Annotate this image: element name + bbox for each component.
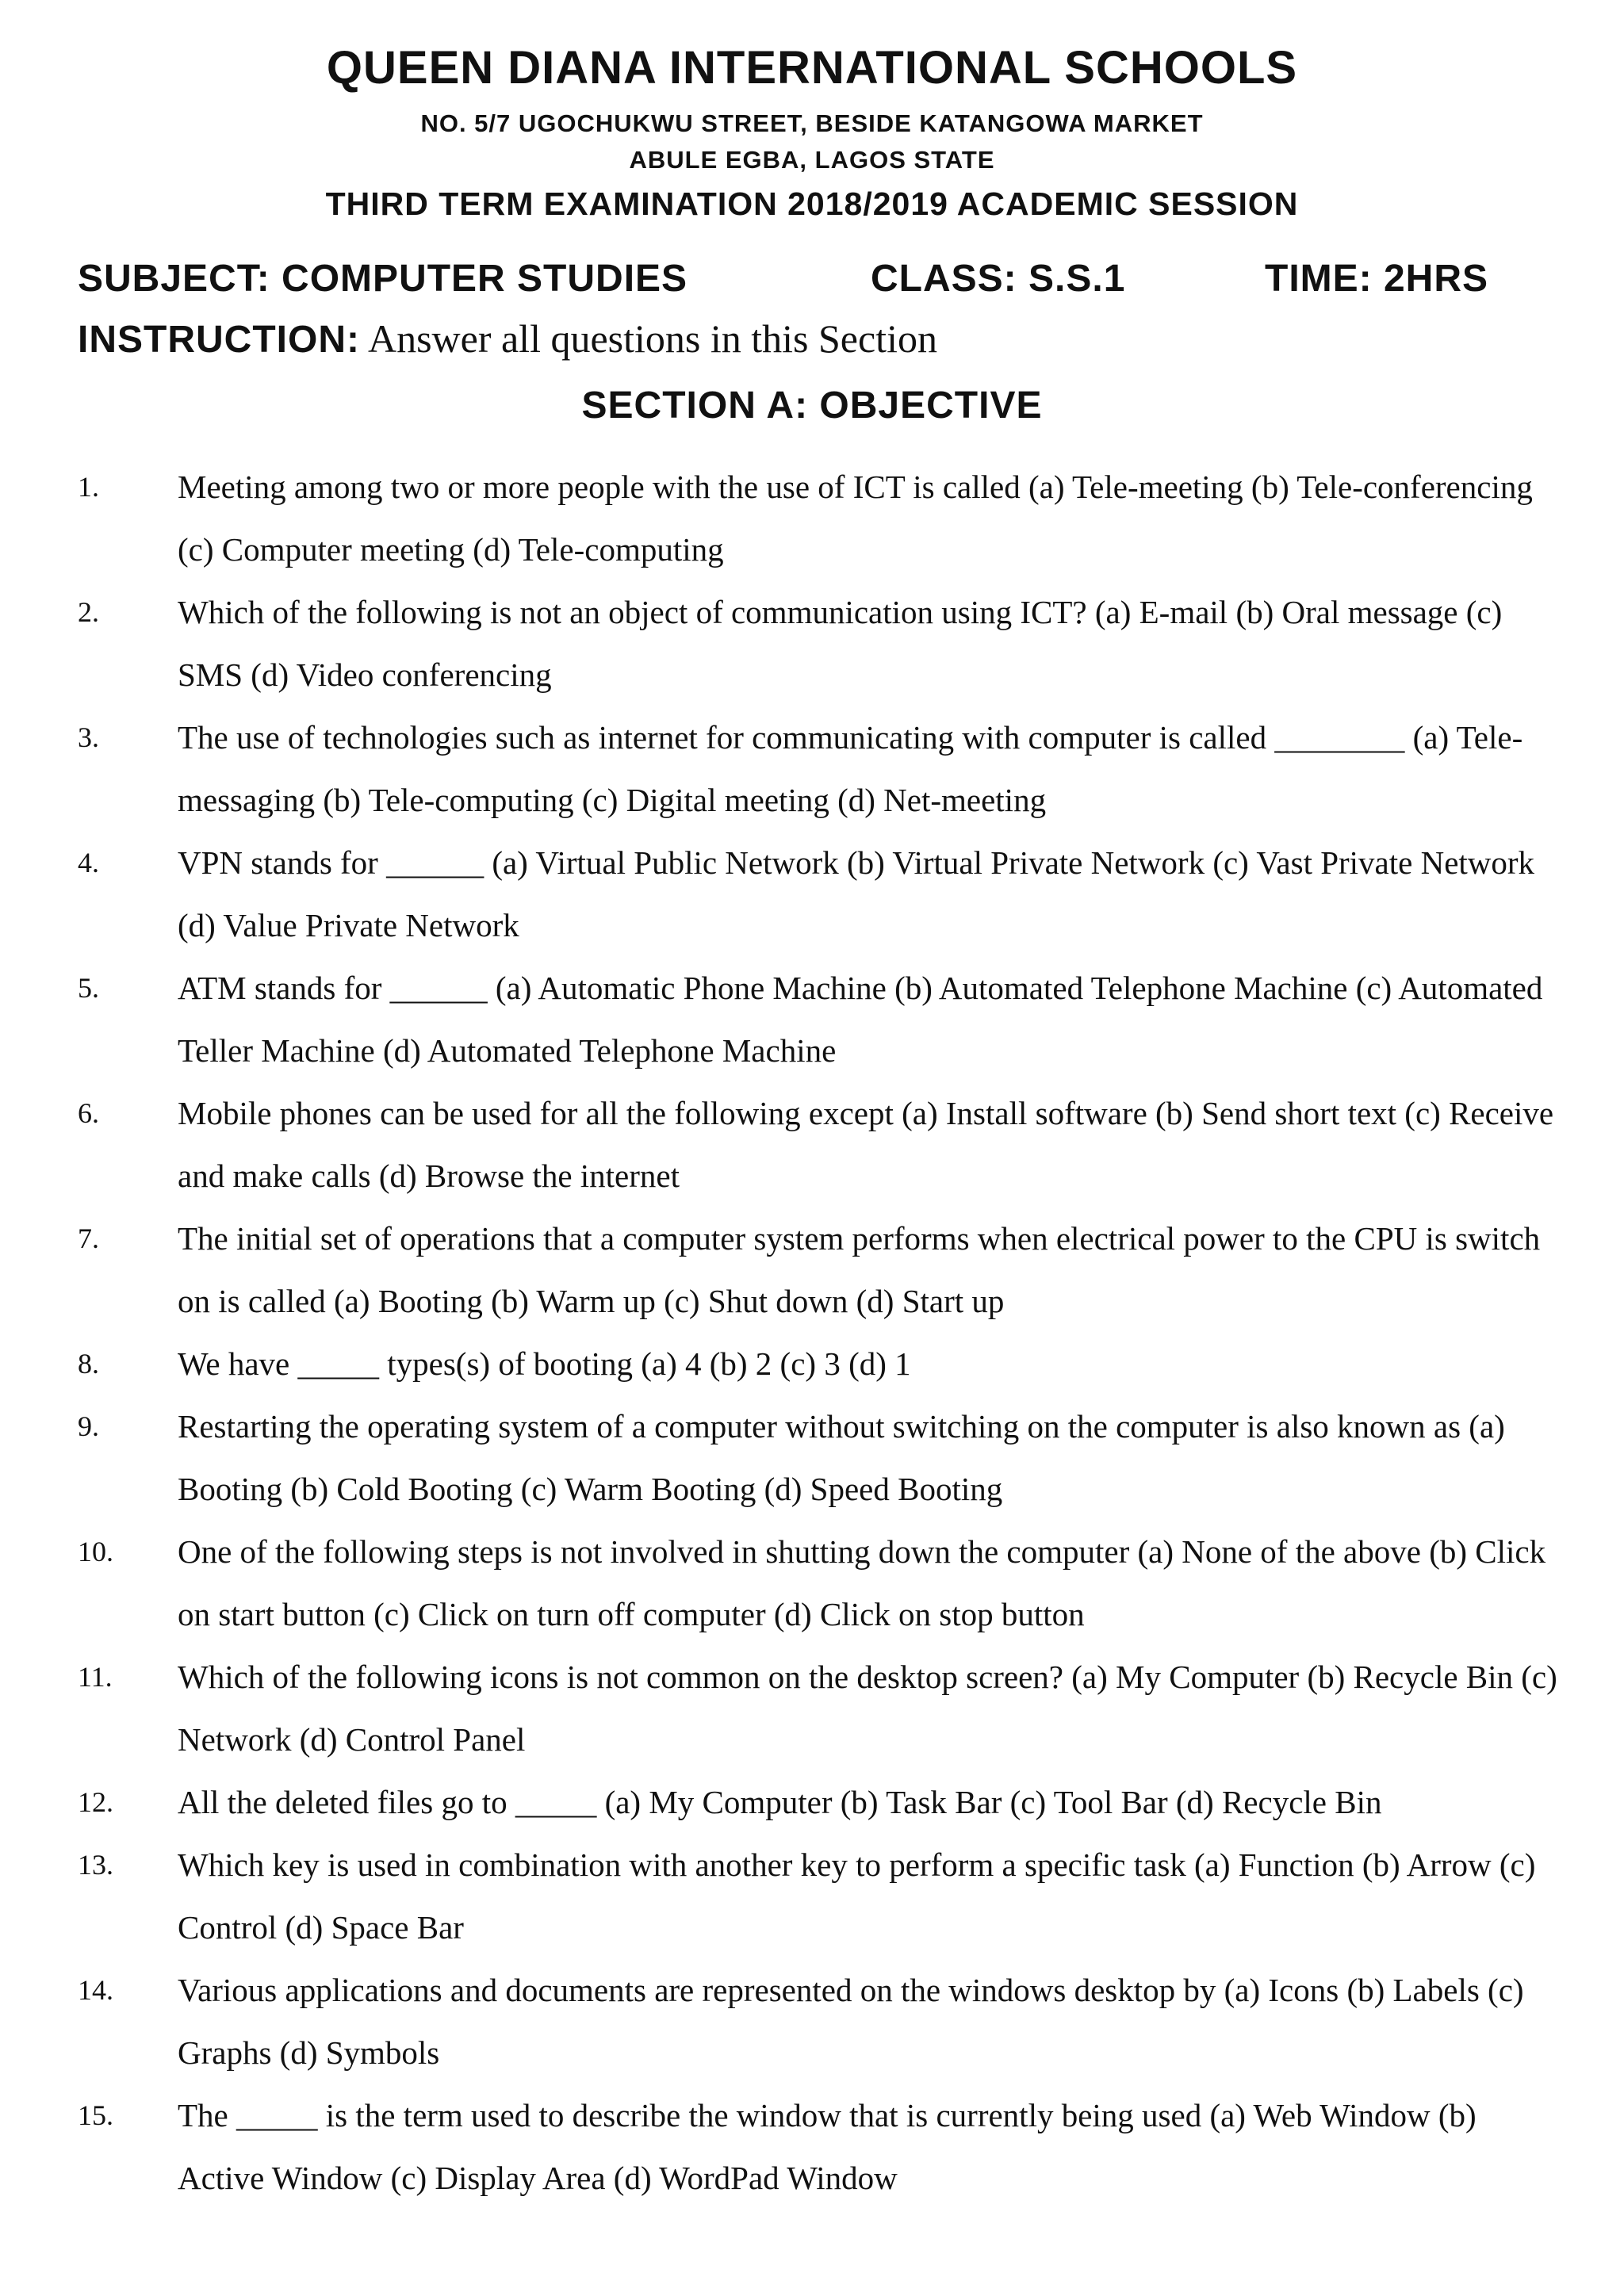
question-text: The _____ is the term used to describe the window that is currently being used (a) Web Window (b) Active Window (c) Display Area (d) WordPad Window (178, 2097, 1477, 2196)
instruction-text: Answer all questions in this Section (367, 316, 937, 361)
instruction (78, 316, 937, 362)
time-label: TIME: 2HRS (1265, 258, 1489, 300)
question-item (78, 1333, 1561, 1395)
section-title: SECTION A: OBJECTIVE (581, 385, 1043, 427)
question-number: 1. (78, 471, 99, 503)
question-text: VPN stands for ______ (a) Virtual Public Network (b) Virtual Private Network (c) Vast Private Network (d) Value Private Network (178, 844, 1535, 943)
question-item (78, 2084, 1561, 2210)
question-item (78, 1395, 1561, 1521)
question-number: 10. (78, 1536, 113, 1567)
question-item (78, 1646, 1561, 1771)
question-number: 3. (78, 721, 99, 753)
question-text: Restarting the operating system of a computer without switching on the computer is also known as (a) Booting (b) Cold Booting (c) Warm Booting (d) Speed Booting (178, 1408, 1505, 1507)
question-item (78, 1771, 1561, 1834)
question-list (78, 456, 1561, 2210)
question-item (78, 706, 1561, 832)
question-number: 8. (78, 1348, 99, 1380)
question-number: 11. (78, 1661, 113, 1693)
question-text: Which of the following icons is not common on the desktop screen? (a) My Computer (b) Recycle Bin (c) Network (d) Control Panel (178, 1659, 1557, 1758)
question-item (78, 832, 1561, 957)
question-item (78, 1959, 1561, 2084)
question-text: Which key is used in combination with another key to perform a specific task (a) Function (b) Arrow (c) Control (d) Space Bar (178, 1846, 1536, 1946)
class-label: CLASS: S.S.1 (871, 258, 1126, 300)
question-item (78, 1834, 1561, 1959)
question-number: 2. (78, 596, 99, 628)
question-text: Meeting among two or more people with the use of ICT is called (a) Tele-meeting (b) Tele-conferencing (c) Computer meeting (d) Tele-computing (178, 469, 1533, 568)
question-number: 5. (78, 972, 99, 1004)
question-number: 13. (78, 1849, 113, 1881)
question-text: We have _____ types(s) of booting (a) 4 (b) 2 (c) 3 (d) 1 (178, 1345, 911, 1382)
question-number: 6. (78, 1097, 99, 1129)
exam-title: THIRD TERM EXAMINATION 2018/2019 ACADEMIC SESSION (325, 186, 1299, 222)
school-name: QUEEN DIANA INTERNATIONAL SCHOOLS (326, 42, 1298, 94)
question-text: All the deleted files go to _____ (a) My Computer (b) Task Bar (c) Tool Bar (d) Recycle Bin (178, 1784, 1382, 1820)
question-item (78, 581, 1561, 706)
question-text: The initial set of operations that a computer system performs when electrical power to the CPU is switch on is called (a) Booting (b) Warm up (c) Shut down (d) Start up (178, 1220, 1541, 1319)
instruction-label: INSTRUCTION: (78, 319, 360, 361)
address-line-2: ABULE EGBA, LAGOS STATE (629, 146, 995, 174)
question-text: One of the following steps is not involved in shutting down the computer (a) None of the above (b) Click on start button (c) Click on turn off computer (d) Click on stop button (178, 1533, 1546, 1632)
question-text: Various applications and documents are represented on the windows desktop by (a) Icons (b) Labels (c) Graphs (d) Symbols (178, 1972, 1524, 2071)
question-number: 12. (78, 1786, 113, 1818)
question-text: Mobile phones can be used for all the following except (a) Install software (b) Send short text (c) Receive and make calls (d) Browse the internet (178, 1095, 1554, 1194)
subject-label: SUBJECT: COMPUTER STUDIES (78, 258, 688, 300)
question-item (78, 1082, 1561, 1207)
question-item (78, 957, 1561, 1082)
question-item (78, 1207, 1561, 1333)
question-number: 7. (78, 1223, 99, 1254)
question-number: 4. (78, 847, 99, 878)
address-line-1: NO. 5/7 UGOCHUKWU STREET, BESIDE KATANGOWA MARKET (420, 109, 1204, 137)
question-text: The use of technologies such as internet for communicating with computer is called ________ (a) Tele-messaging (b) Tele-computing (c) Digital meeting (d) Net-meeting (178, 719, 1523, 818)
question-item (78, 1521, 1561, 1646)
question-item (78, 456, 1561, 581)
question-text: ATM stands for ______ (a) Automatic Phone Machine (b) Automated Telephone Machine (c) Automated Teller Machine (d) Automated Telephone Machine (178, 970, 1543, 1069)
question-number: 15. (78, 2099, 113, 2131)
question-number: 14. (78, 1974, 113, 2006)
question-text: Which of the following is not an object of communication using ICT? (a) E-mail (b) Oral message (c) SMS (d) Video conferencing (178, 594, 1503, 693)
question-number: 9. (78, 1410, 99, 1442)
